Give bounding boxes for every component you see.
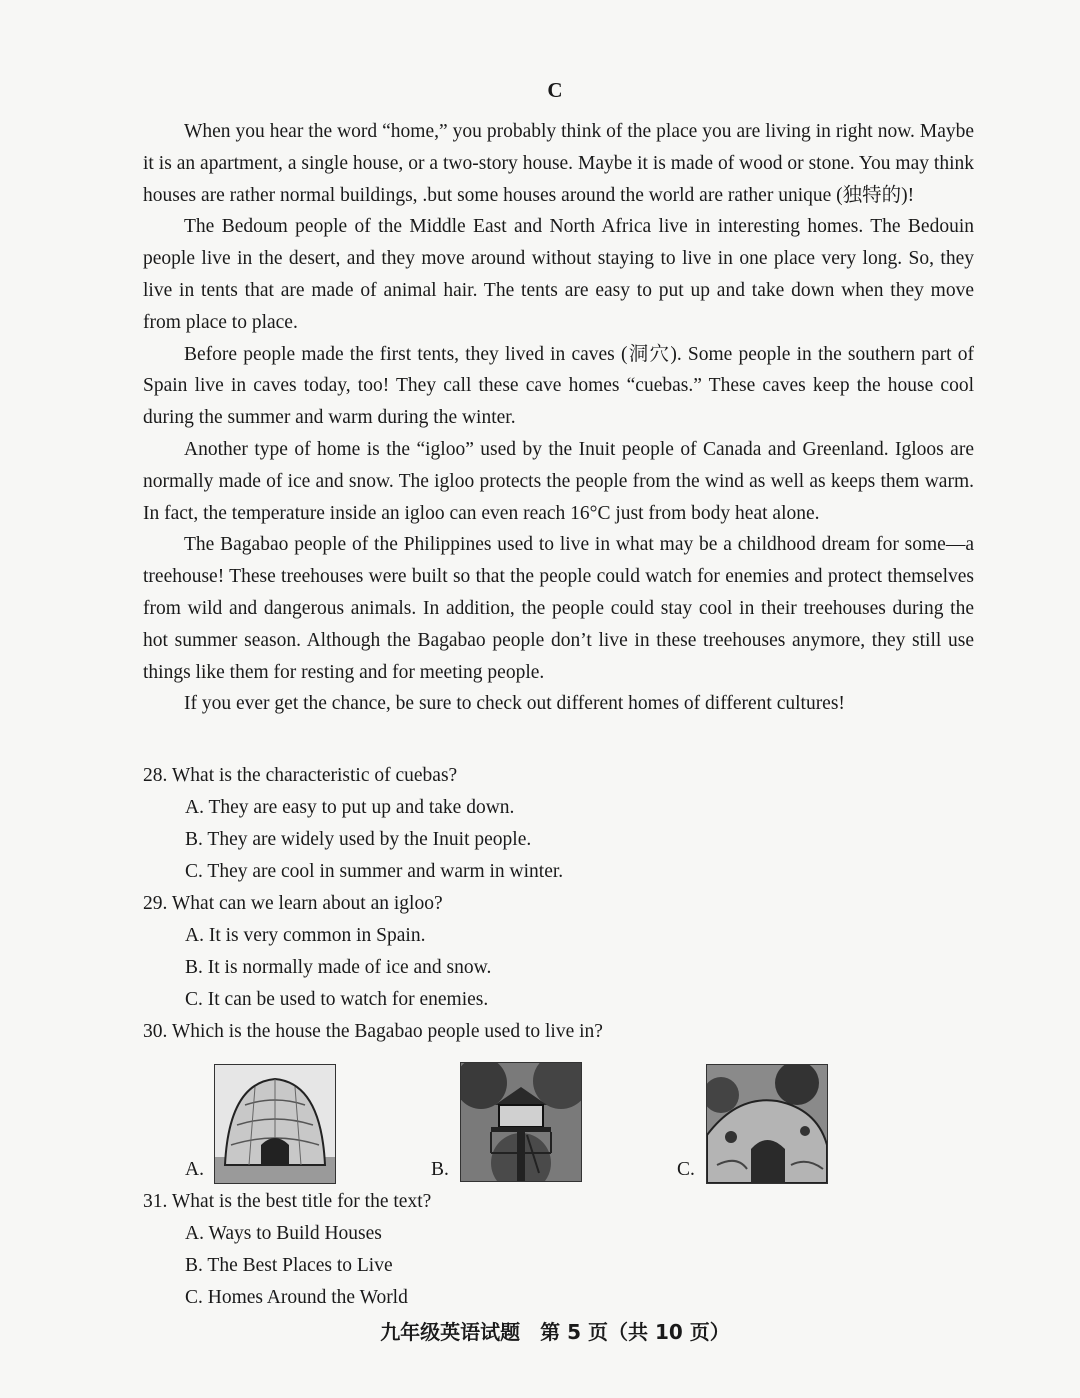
question-29 — [143, 888, 974, 1016]
question-stem: 28. What is the characteristic of cuebas? — [143, 765, 458, 786]
option-b[interactable]: B. It is normally made of ice and snow. — [185, 957, 492, 978]
option-b[interactable]: B. The Best Places to Live — [185, 1255, 393, 1276]
option-a[interactable]: A. Ways to Build Houses — [185, 1223, 382, 1244]
option-label: C. — [677, 1159, 695, 1180]
passage-paragraph: Another type of home is the “igloo” used by the Inuit people of Canada and Greenland. Igloos are normally made of ice and snow. The igloo protects the people from the wind as well as keeps them warm. In fact, the temperature inside an igloo can even reach 16°C just from body heat alone. — [143, 438, 974, 524]
question-list — [143, 760, 974, 1314]
option-b[interactable]: B. They are widely used by the Inuit people. — [185, 829, 532, 850]
passage-paragraph: If you ever get the chance, be sure to check out different homes of different cultures! — [184, 693, 845, 715]
page-footer: 九年级英语试题 第 5 页（共 10 页） — [380, 1320, 730, 1344]
passage-paragraph: When you hear the word “home,” you probably think of the place you are living in right now. Maybe it is an apartment, a single house, or a two-story house. Maybe it is made of wood or stone. You may think houses are rather normal buildings, .but some houses around the world are rather unique (独特的)! — [143, 121, 974, 206]
passage-paragraph: Before people made the first tents, they lived in caves (洞穴). Some people in the southern part of Spain live in caves today, too! They call these cave homes “cuebas.” These caves keep the house cool during the summer and warm during the winter. — [143, 343, 974, 429]
option-c[interactable]: C. Homes Around the World — [185, 1287, 408, 1308]
passage-paragraph: The Bedoum people of the Middle East and North Africa live in interesting homes. The Bedouin people live in the desert, and they move around without staying to live in one place very long. So, they live in tents that are made of animal hair. The tents are easy to put up and take down when they move from place to place. — [143, 216, 974, 333]
picture-options — [185, 1048, 974, 1186]
question-stem: 30. Which is the house the Bagabao people used to live in? — [143, 1021, 603, 1042]
cave-house-photo-icon — [706, 1064, 828, 1184]
question-stem: 29. What can we learn about an igloo? — [143, 893, 443, 914]
question-28 — [143, 760, 974, 888]
reading-passage — [143, 116, 974, 720]
question-30 — [143, 1016, 974, 1186]
section-letter: C — [547, 78, 563, 102]
question-31 — [143, 1186, 974, 1314]
passage-paragraph: The Bagabao people of the Philippines used to live in what may be a childhood dream for some—a treehouse! These treehouses were built so that the people could watch for enemies and protect themselves from wild and dangerous animals. In addition, the people could stay cool in their treehouses during the hot summer season. Although the Bagabao people don’t live in these treehouses anymore, they still use things like them for resting and for meeting people. — [143, 534, 974, 683]
option-c[interactable]: C. It can be used to watch for enemies. — [185, 989, 489, 1010]
option-c[interactable]: C. They are cool in summer and warm in winter. — [185, 861, 564, 882]
option-label: A. — [185, 1159, 204, 1180]
option-a[interactable]: A. They are easy to put up and take down. — [185, 797, 515, 818]
treehouse-photo-icon — [460, 1062, 582, 1182]
option-label: B. — [431, 1159, 449, 1180]
igloo-photo-icon — [214, 1064, 336, 1184]
question-stem: 31. What is the best title for the text? — [143, 1191, 432, 1212]
option-a[interactable]: A. It is very common in Spain. — [185, 925, 426, 946]
